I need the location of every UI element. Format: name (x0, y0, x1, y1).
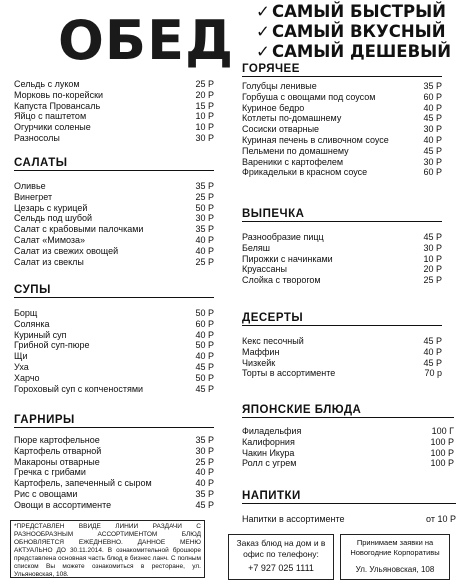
menu-item-name: Куриный суп (14, 329, 67, 340)
menu-item (14, 351, 214, 362)
menu-item-price: 45 Р (423, 336, 442, 346)
delivery-phone: +7 927 025 1111 (248, 563, 314, 573)
bakery-section (242, 208, 442, 286)
menu-item (242, 347, 442, 358)
menu-item (14, 435, 214, 446)
menu-item-name: Ролл с угрем (242, 458, 297, 469)
menu-item-name: Горбуша с овощами под соусом (242, 91, 376, 102)
cold-list (14, 79, 214, 144)
menu-item-price: 30 Р (423, 156, 442, 167)
menu-item-name: Сосиски отварные (242, 124, 320, 135)
menu-item (242, 336, 442, 347)
menu-item-price: 25 Р (423, 275, 442, 286)
menu-item-name: Грибной суп-пюре (14, 340, 90, 351)
menu-item-price: 60 Р (195, 318, 214, 329)
menu-item (14, 330, 214, 341)
menu-item-name: Овощи в ассортименте (14, 499, 112, 510)
corporate-text-2: Новогодние Корпоративы (350, 547, 440, 557)
menu-item (242, 135, 442, 146)
menu-item-name: Куриное бедро (242, 102, 305, 113)
section-title-drinks: НАПИТКИ (242, 490, 456, 502)
menu-item-name: Гороховый суп с копченостями (14, 383, 144, 394)
menu-item-name: Огурчики соленые (14, 122, 91, 133)
menu-item-name: Чизкейк (242, 357, 276, 368)
menu-item (242, 514, 456, 525)
address: Ул. Ульяновская, 108 (355, 565, 435, 574)
menu-item-name: Гречка с грибами (14, 467, 86, 478)
menu-item (242, 157, 442, 168)
section-title-desserts: ДЕСЕРТЫ (242, 312, 442, 324)
slogan-cheapest: ✓ САМЫЙ ДЕШЕВЫЙ (256, 42, 452, 61)
menu-item-name: Котлеты по-домашнему (242, 113, 342, 124)
slogan-tastiest: ✓ САМЫЙ ВКУСНЫЙ (256, 22, 446, 41)
menu-item (14, 384, 214, 395)
menu-item-price: 30 Р (195, 132, 214, 143)
menu-item-price: 45 Р (423, 145, 442, 156)
menu-item-price: 30 Р (195, 213, 214, 224)
salads-list (14, 181, 214, 267)
section-title-bakery: ВЫПЕЧКА (242, 208, 442, 220)
menu-item (242, 358, 442, 369)
menu-item-price: 30 Р (423, 124, 442, 135)
menu-item-price: от 10 Р (426, 514, 456, 524)
menu-item (242, 146, 442, 157)
menu-item-name: Винегрет (14, 191, 53, 202)
menu-item-price: 70 р (424, 368, 442, 379)
menu-item-price: 60 Р (423, 91, 442, 102)
menu-item (14, 246, 214, 257)
menu-item-price: 40 Р (423, 102, 442, 113)
menu-item-name: Борщ (14, 308, 38, 318)
menu-item-name: Уха (14, 361, 29, 372)
drinks-section (242, 490, 456, 525)
bakery-list (242, 232, 442, 286)
menu-item (242, 437, 454, 448)
menu-item-name: Слойка с творогом (242, 275, 321, 286)
menu-item-name: Напитки в ассортименте (242, 514, 345, 524)
menu-item-price: 40 Р (195, 234, 214, 245)
menu-item-name: Филадельфия (242, 426, 302, 436)
section-title-soups: СУПЫ (14, 284, 214, 296)
menu-item-name: Куриная печень в сливочном соусе (242, 134, 389, 145)
menu-item (14, 235, 214, 246)
menu-item-name: Макароны отварные (14, 456, 100, 467)
menu-item-price: 25 Р (195, 256, 214, 267)
menu-item (14, 308, 214, 319)
section-title-japanese: ЯПОНСКИЕ БЛЮДА (242, 404, 454, 416)
menu-item (14, 122, 214, 133)
menu-item (14, 257, 214, 268)
menu-item-price: 30 Р (423, 242, 442, 253)
check-icon: ✓ (256, 42, 270, 61)
menu-item-price: 100 Г (431, 426, 454, 436)
delivery-text-2: офис по телефону: (243, 548, 319, 559)
menu-item (242, 103, 442, 114)
menu-item (14, 319, 214, 330)
section-title-salads: САЛАТЫ (14, 157, 214, 169)
menu-item (242, 92, 442, 103)
menu-item-price: 50 Р (195, 340, 214, 351)
menu-item-name: Фрикадельки в красном соусе (242, 167, 368, 178)
slogan-fastest: ✓ САМЫЙ БЫСТРЫЙ (256, 2, 446, 21)
menu-item-name: Беляш (242, 242, 270, 253)
menu-item-name: Вареники с картофелем (242, 156, 344, 167)
slogans (256, 2, 471, 62)
menu-item-name: Картофель отварной (14, 445, 102, 456)
menu-item (242, 275, 442, 286)
menu-item-price: 35 Р (195, 181, 214, 191)
menu-item-name: Чакин Икура (242, 447, 295, 458)
menu-item (242, 458, 454, 469)
menu-item (14, 133, 214, 144)
menu-item-price: 40 Р (423, 134, 442, 145)
menu-item (14, 101, 214, 112)
menu-item (14, 79, 214, 90)
menu-item-price: 100 Р (430, 458, 454, 469)
section-title-hot: ГОРЯЧЕЕ (242, 63, 442, 75)
menu-item (14, 457, 214, 468)
menu-item-name: Маффин (242, 346, 280, 357)
menu-item (242, 113, 442, 124)
menu-item-name: Солянка (14, 318, 50, 329)
menu-item-name: Калифорния (242, 436, 295, 447)
menu-item (14, 362, 214, 373)
menu-item-price: 25 Р (195, 79, 214, 89)
disclaimer-note: *ПРЕДСТАВЛЕН ВВИДЕ ЛИНИИ РАЗДАЧИ С РАЗНООБРАЗНЫМ АССОРТИМЕНТОМ БЛЮД ОБНОВЛЯЕТСЯ ЕЖЕДНЕВНО. ДАННОЕ МЕНЮ АКТУАЛЬНО ДО 30.11.2014. В ознакомительной брошюре представлена основная часть блюд в бизнес ланч. С полным списком Вы можете ознакомиться в ресторане, ул. Ульяновская, 108. (10, 520, 205, 578)
menu-item-price: 60 Р (423, 167, 442, 178)
menu-item-price: 100 Р (430, 436, 454, 447)
menu-item-name: Разносолы (14, 132, 60, 143)
menu-item (14, 340, 214, 351)
soups-section (14, 284, 214, 394)
menu-item (14, 90, 214, 101)
corporate-text-1: Принимаем заявки на (356, 538, 434, 547)
menu-item (14, 467, 214, 478)
menu-item (242, 167, 442, 178)
menu-item (14, 192, 214, 203)
menu-item (14, 181, 214, 192)
soups-list (14, 308, 214, 394)
menu-item-price: 40 Р (195, 329, 214, 340)
menu-item (242, 81, 442, 92)
menu-item-name: Кекс песочный (242, 336, 304, 346)
menu-item-name: Салат «Мимоза» (14, 234, 86, 245)
menu-item-price: 30 Р (195, 445, 214, 456)
menu-item-price: 20 Р (423, 264, 442, 275)
menu-item-name: Рис с овощами (14, 488, 78, 499)
menu-item (242, 243, 442, 254)
menu-item-price: 10 Р (423, 253, 442, 264)
delivery-text-1: Заказ блюд на дом и в (236, 538, 326, 548)
menu-item (242, 426, 454, 437)
menu-item (242, 232, 442, 243)
garnish-section (14, 414, 214, 511)
menu-item-name: Щи (14, 351, 28, 362)
menu-item (14, 373, 214, 384)
menu-item-price: 35 Р (195, 488, 214, 499)
menu-item-price: 45 Р (195, 361, 214, 372)
menu-item-price: 50 Р (195, 202, 214, 213)
menu-item (242, 254, 442, 265)
menu-item-price: 40 Р (195, 351, 214, 362)
menu-item (242, 448, 454, 459)
menu-item (14, 446, 214, 457)
menu-item-name: Салат из свежих овощей (14, 245, 119, 256)
drinks-list (242, 514, 456, 525)
menu-item (14, 489, 214, 500)
menu-item (242, 368, 442, 379)
hot-list (242, 81, 442, 178)
menu-item-name: Морковь по-корейски (14, 89, 104, 100)
menu-item (14, 213, 214, 224)
check-icon: ✓ (256, 22, 270, 41)
menu-item-name: Круассаны (242, 264, 287, 275)
menu-item-price: 45 Р (195, 499, 214, 510)
menu-item-name: Салат с крабовыми палочками (14, 224, 144, 235)
menu-item-name: Разнообразие пицц (242, 232, 324, 242)
menu-item-name: Торты в ассортименте (242, 368, 336, 379)
menu-item-price: 35 Р (195, 224, 214, 235)
menu-item-name: Пюре картофельное (14, 435, 100, 445)
menu-item-name: Сельдь с луком (14, 79, 80, 89)
desserts-list (242, 336, 442, 379)
menu-item-price: 40 Р (195, 245, 214, 256)
japanese-section (242, 404, 454, 469)
menu-item-price: 25 Р (195, 456, 214, 467)
menu-item (14, 224, 214, 235)
japanese-list (242, 426, 454, 469)
check-icon: ✓ (256, 2, 270, 21)
menu-item-name: Пельмени по домашнему (242, 145, 349, 156)
menu-item-price: 20 Р (195, 89, 214, 100)
menu-item-name: Цезарь с курицей (14, 202, 88, 213)
section-title-garnish: ГАРНИРЫ (14, 414, 214, 426)
menu-item-name: Яйцо с паштетом (14, 111, 87, 122)
desserts-section (242, 312, 442, 379)
menu-item-price: 35 Р (423, 81, 442, 91)
menu-item (14, 203, 214, 214)
menu-item-price: 45 Р (195, 383, 214, 394)
menu-item-name: Пирожки с начинками (242, 253, 333, 264)
menu-item-name: Картофель, запеченный с сыром (14, 478, 152, 489)
menu-item-price: 10 Р (195, 111, 214, 122)
menu-item (242, 124, 442, 135)
menu-item-price: 45 Р (423, 357, 442, 368)
menu-item-name: Харчо (14, 372, 40, 383)
menu-item-name: Сельдь под шубой (14, 213, 93, 224)
menu-item-price: 40 Р (195, 478, 214, 489)
menu-item-name: Капуста Провансаль (14, 100, 101, 111)
corporate-box (340, 534, 450, 580)
delivery-box (228, 534, 334, 580)
menu-item-price: 45 Р (423, 113, 442, 124)
menu-item-price: 40 Р (195, 467, 214, 478)
menu-item-price: 35 Р (195, 435, 214, 445)
cold-section (14, 79, 214, 144)
menu-item-price: 40 Р (423, 346, 442, 357)
salads-section (14, 157, 214, 267)
menu-item-price: 25 Р (195, 191, 214, 202)
menu-item-price: 10 Р (195, 122, 214, 133)
menu-item-price: 50 Р (195, 372, 214, 383)
menu-title: ОБЕД (58, 9, 235, 72)
garnish-list (14, 435, 214, 511)
menu-item (14, 500, 214, 511)
menu-item-name: Голубцы ленивые (242, 81, 317, 91)
menu-item (14, 111, 214, 122)
menu-item (242, 264, 442, 275)
menu-item-name: Салат из свеклы (14, 256, 84, 267)
menu-item-price: 45 Р (423, 232, 442, 242)
hot-section (242, 63, 442, 178)
menu-item-price: 100 Р (430, 447, 454, 458)
menu-item (14, 478, 214, 489)
menu-item-price: 15 Р (195, 100, 214, 111)
menu-item-price: 50 Р (195, 308, 214, 318)
menu-item-name: Оливье (14, 181, 46, 191)
